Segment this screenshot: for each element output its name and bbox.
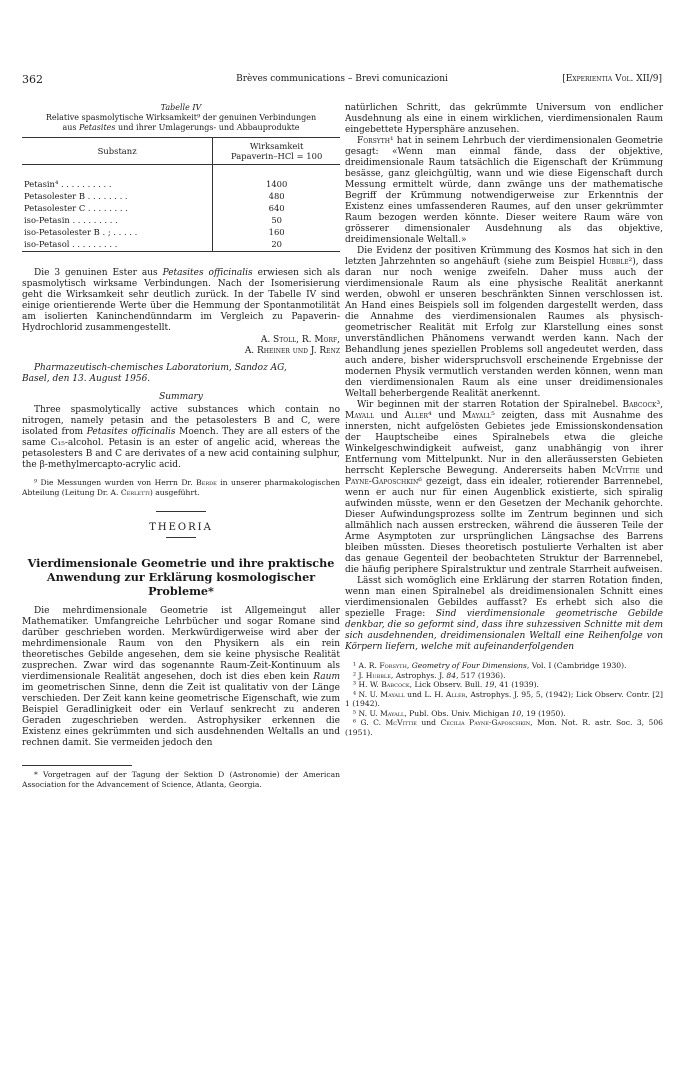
col-header-wirk-line-2: Papaverin–HCl = 100 <box>231 151 323 161</box>
affiliation-line-1: Pharmazeutisch-chemisches Laboratorium, Sandoz AG, <box>34 363 287 373</box>
paragraph-3 <box>345 246 663 400</box>
authors <box>22 335 340 357</box>
reference-item <box>345 718 663 737</box>
paragraph-results <box>22 268 340 334</box>
volume: 10 <box>511 708 522 718</box>
row-substance: Petasolester B . . . . . . . . <box>22 190 213 202</box>
section-heading: THEORIA <box>149 522 213 533</box>
divider <box>156 511 206 512</box>
row-value: 1400 <box>265 179 288 189</box>
text: ) ausgeführt. <box>149 487 200 497</box>
row-substance: iso-Petasol . . . . . . . . . <box>22 238 213 252</box>
person-name: Payne-Gaposchkin <box>345 477 419 487</box>
text: , Astrophys. J. <box>390 670 447 680</box>
person-name: Babcock <box>381 680 410 689</box>
text: ⁴ und <box>428 411 463 421</box>
volume: 19 <box>484 680 495 689</box>
paragraph-4 <box>345 400 663 576</box>
text: , Vol. I (Cambridge 1930). <box>526 661 627 670</box>
person-name: McVittie <box>385 718 417 727</box>
row-value: 480 <box>268 191 285 201</box>
text: ³, <box>656 400 663 410</box>
text: und <box>639 466 664 476</box>
running-header <box>22 73 662 87</box>
text: Die mehrdimensionale Geometrie ist Allgemeingut aller Mathematiker. Umfangreiche Lehrbücher und sogar Romane sind darüber geschrieben worden. Merkwürdigerweise wird aber der mehrdimensionale Raum von den Physikern als ein rein theoretisches Gebilde angesehen, dem sie keine physische Realität zusprechen. Zwar wird das sogenannte Raum-Zeit-Kontinuum als vierdimensionale Realität angesehen, doch ist dies eben kein <box>22 606 340 682</box>
table-row <box>22 226 340 238</box>
text: ⁴ N. U. <box>353 689 381 699</box>
text: in unserer pharmakologischen Abteilung (Leitung Dr. A. <box>22 478 340 497</box>
person-name: Aller <box>445 689 466 699</box>
paragraph-1: natürlichen Schritt, das gekrümmte Universum von endlicher Ausdehnung als eine in einem wirklichen, vierdimensionalen Raum eingebettete Hypersphäre anzusehen. <box>345 103 663 135</box>
person-name: McVittie <box>602 466 640 476</box>
row-value: 640 <box>268 203 285 213</box>
table-row <box>22 190 340 202</box>
text: ²), dass daran nur noch wenige zweifeln. Daher muss auch der vierdimensionale Raum als eine physische Realität anerkannt werden, obwohl er unseren beschränkten Sinnen verschlossen ist. An Hand eines Beispiels soll im folgenden dargestellt werden, dass die Annahme des vierdimensionalen Raumes als physisch-geometrischer Realität mit Erfolg zur Klarstellung eines sonst unverständlichen Phänomens verwandt werden kann. Nach der Behandlung jenes speziellen Problems soll angedeutet werden, dass auch andere, bisher widerspruchsvoll erscheinende Ergebnisse der modernen Physik vermutlich verstanden werden können, wenn man den vierdimensionalen Raum als eine unser dreidimensionales Weltall beherbergende Realität anerkennt. <box>345 257 663 399</box>
col-header-wirk-line-1: Wirksamkeit <box>249 141 304 151</box>
row-substance: Petasolester C . . . . . . . . <box>22 202 213 214</box>
person-name: Hubble <box>598 257 629 267</box>
reference-list <box>345 661 663 737</box>
text: im geometrischen Sinne, denn die Zeit ist qualitativ von der Länge verschieden. Der Zeit kann keine geometrische Eigenschaft, wie zum Beispiel Geradlinigkeit oder ein Verlauf senkrecht zu anderen Geraden zugeschrieben werden. Astrophysiker erkennen die Existenz eines gekrümmten und sich ausdehnenden Weltalls an und rechnen damit. Sie vermeiden jedoch den <box>22 683 340 748</box>
person-name: Berde <box>196 478 217 487</box>
text: ⁵ zeigten, dass mit Ausnahme des innersten, nicht aufgelösten Gebietes jede Emissionskondensation der Hauptscheibe eines Spiralnebels etwa die gleiche Winkelgeschwindigkeit aufweist, ganz unabhängig von ihrer Entfernung vom Mittelpunkt. Nur in den alleräussersten Gebieten herrscht Keplersche Bewegung. Andererseits haben <box>345 411 664 476</box>
reference-item <box>345 680 663 690</box>
volume: 84 <box>446 670 457 680</box>
table-row <box>22 238 340 252</box>
text: und L. H. <box>404 689 446 699</box>
col-header-substanz: Substanz <box>22 138 213 165</box>
paragraph-2 <box>345 136 663 246</box>
text: Die 3 genuinen Ester aus <box>34 268 163 278</box>
summary-text <box>22 405 340 471</box>
person-name: Babcock <box>622 400 657 410</box>
text: , Publ. Obs. Univ. Michigan <box>404 708 512 718</box>
affiliation <box>22 363 340 385</box>
row-value: 50 <box>271 215 282 225</box>
work-title: Geometry of Four Dimensions <box>411 661 527 670</box>
paragraph-5 <box>345 576 663 653</box>
emphasis: Raum <box>313 672 340 682</box>
species-name: Petasites officinalis <box>86 427 176 437</box>
table-row <box>22 214 340 226</box>
text: ¹ A. R. <box>353 661 380 670</box>
person-name: Cecilia Payne-Gaposchkin <box>440 718 531 727</box>
running-title: Brèves communications – Brevi comunicazioni <box>236 74 448 84</box>
row-substance: Petasin⁴ . . . . . . . . . . <box>22 165 213 191</box>
person-name: Hubble <box>365 670 391 680</box>
text: , Astrophys. J. 95, 5, (1942); Lick Observ. Contr. [2] 1 (1942). <box>345 689 664 708</box>
text: Die Evidenz der positiven Krümmung des Kosmos hat sich in den letzten Jahrzehnten so angehäuft (siehe zum Beispiel <box>345 246 663 267</box>
person-name: Mayall <box>345 411 375 421</box>
reference-item <box>345 709 663 719</box>
text: ² J. <box>353 670 366 680</box>
right-column <box>345 103 663 737</box>
text: und <box>416 718 441 727</box>
text: ⁶ gezeigt, dass ein idealer, rotierender Barrennebel, wenn er auch nur für einen Augenblick existierte, sich spiralig aufwinden müsste, wenn er den Gesetzen der Mechanik gehorchte. Dieser Aufwindungsprozess sollte im Zentrum beginnen und sich allmählich nach aussen erstrecken, während die äusseren Teile der Arme Asymptoten zur ursprünglichen Längsachse des Barrens bleiben müssten. Dieses theoretisch postulierte Verhalten ist aber das genaue Gegenteil der beobachteten Struktur der Barrennebel, die häufig periphere Spiralstruktur und zentrale Starrheit aufweisen. <box>345 477 663 575</box>
row-value: 20 <box>213 238 340 252</box>
reference-item <box>345 661 663 671</box>
footnote-rule <box>22 765 132 766</box>
text: , Lick Observ. Bull. <box>409 680 485 689</box>
reference-item <box>345 671 663 681</box>
person-name: Forsyth <box>357 136 390 146</box>
person-name: Mayall <box>379 708 405 718</box>
table-caption-line-2 <box>22 123 340 133</box>
table-row <box>22 202 340 214</box>
authors-line-2: A. Rheiner und J. Renz <box>244 346 340 356</box>
text: ⁵ N. U. <box>353 708 380 718</box>
text: ⁹ Die Messungen wurden von Herrn Dr. <box>34 478 197 487</box>
row-substance: iso-Petasolester B . ; . . . . . <box>22 226 213 238</box>
text: Moench. They are all esters of the same C₁₅-alcohol. Petasin is an ester of angelic acid, whereas the petasolesters B and C are derivates of a new acid containing sulphur, the β-methylmercapto-acrylic acid. <box>22 427 340 470</box>
text: Lässt sich womöglich eine Erklärung der starren Rotation finden, wenn man einen Spiralnebel als dreidimensionalen Schnitt eines vierdimensionalen Gebildes auffasst? Es erhebt sich also die spezielle Frage: <box>345 576 663 619</box>
footnote-star: * Vorgetragen auf der Tagung der Sektion D (Astronomie) der American Association for the Advancement of Science, Atlanta, Georgia. <box>22 770 340 789</box>
affiliation-line-2: Basel, den 13. August 1956. <box>22 374 151 384</box>
person-name: Cerletti <box>120 487 150 497</box>
text: erwiesen sich als spasmolytisch wirksame Verbindungen. Nach der Isomerisierung geht die Wirksamkeit sehr deutlich zurück. In der Tabelle IV sind einige orientierende Werte über die Hemmung der Spontanmotilität am isolierten Kaninchendünndarm im Vergleich zu Papaverin-Hydrochlorid zusammengestellt. <box>22 268 340 333</box>
text: ⁶ G. C. <box>353 718 386 727</box>
left-column <box>22 103 340 789</box>
text: ¹ hat in seinem Lehrbuch der vierdimensionalen Geometrie gesagt: «Wenn man einmal fände, dass der objektive, dreidimensionale Raum tatsächlich die Eigenschaft der Krümmung besässe, ganz gleichgültig, wann und wie diese Eigenschaft durch Messung ermittelt würde, dann zwänge uns der mathematische Begriff der Krümmung notwendigerweise zur Erkenntnis der Existenz eines umfassenderen Raumes, auf den unser gekrümmter Raum bezogen werden könnte. Dieser weitere Raum wäre von grösserer dimensionaler Ausdehnung als das objektive, dreidimensionale Weltall.» <box>345 136 663 245</box>
person-name: Mayall <box>380 689 405 699</box>
article-title: Vierdimensionale Geometrie und ihre praktische Anwendung zur Erklärung kosmologischer Probleme* <box>27 556 335 598</box>
caption-text: aus <box>62 123 80 132</box>
row-substance: iso-Petasin . . . . . . . . . <box>22 214 213 226</box>
text: , Mon. Not. R. astr. Soc. 3, 506 (1951). <box>345 718 663 737</box>
activity-table <box>22 137 340 252</box>
col-header-wirksamkeit <box>213 138 340 165</box>
table-label: Tabelle IV <box>160 103 202 112</box>
table-caption <box>22 103 340 133</box>
text: , 41 (1939). <box>494 680 539 689</box>
text: Three spasmolytically active substances which contain no nitrogen, namely petasin and the petasolesters B and C, were isolated from <box>22 405 340 437</box>
journal-volume: [Experientia Vol. XII/9] <box>562 74 662 84</box>
text: und <box>374 411 405 421</box>
footnote-9 <box>22 478 340 497</box>
divider <box>166 537 196 538</box>
text: , <box>406 661 412 670</box>
person-name: Mayall <box>462 411 492 421</box>
text: Wir beginnen mit der starren Rotation der Spiralnebel. <box>357 400 623 410</box>
page-number: 362 <box>22 73 43 86</box>
reference-item <box>345 690 663 709</box>
authors-line-1: A. Stoll, R. Morf, <box>260 335 340 345</box>
emphasis: Sind vierdimensionale geometrische Gebilde denkbar, die so geformt sind, dass ihre suhzessiven Schnitte mit dem sich ausdehnenden, dreidimensionalen Weltall eine Reihenfolge von Körpern liefern, welche mit aufeinanderfolgenden <box>345 609 664 652</box>
row-value: 160 <box>268 227 285 237</box>
text: , 517 (1936). <box>456 670 506 680</box>
text: ³ H. W. <box>353 680 382 689</box>
person-name: Aller <box>404 411 429 421</box>
text: , 19 (1950). <box>521 708 566 718</box>
table-caption-line-1: Relative spasmolytische Wirksamkeit⁹ der genuinen Verbindungen <box>45 113 317 122</box>
summary-heading: Summary <box>159 392 203 402</box>
caption-genus: Petasites <box>79 123 116 132</box>
species-name: Petasites officinalis <box>162 268 253 278</box>
person-name: Forsyth <box>379 661 407 670</box>
caption-text-end: und ihrer Umlagerungs- und Abbauprodukte <box>115 123 300 132</box>
table-row <box>22 165 340 191</box>
article-body-left <box>22 606 340 749</box>
